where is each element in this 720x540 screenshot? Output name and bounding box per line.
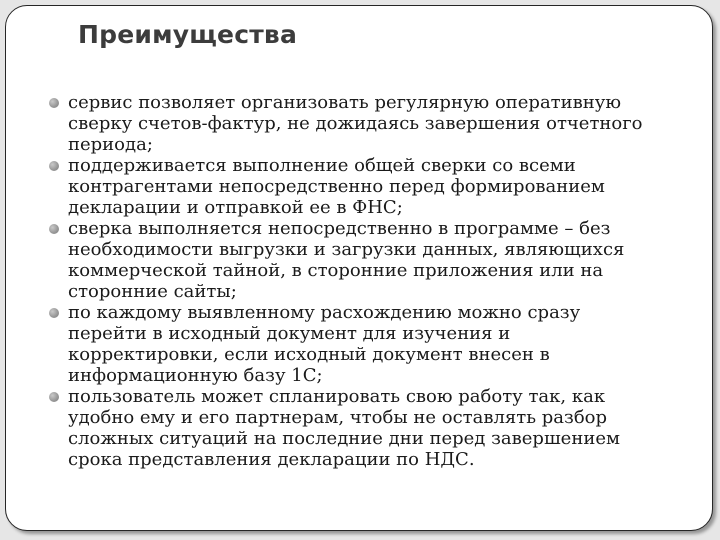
- bullet-text: сервис позволяет организовать регулярную оперативную сверку счетов-фактур, не дожидаясь завершения отчетного периода;: [68, 92, 643, 155]
- bullet-dot-icon: [49, 98, 59, 108]
- slide-title: Преимущества: [78, 20, 298, 49]
- slide: [5, 5, 713, 531]
- bullet-dot-icon: [49, 392, 59, 402]
- bullet-item: [68, 302, 688, 386]
- bullet-list: [68, 92, 688, 470]
- bullet-dot-icon: [49, 161, 59, 171]
- bullet-item: [68, 386, 688, 470]
- bullet-text: сверка выполняется непосредственно в программе – без необходимости выгрузки и загрузки данных, являющихся коммерческой тайной, в сторонние приложения или на сторонние сайты;: [68, 218, 625, 302]
- bullet-item: [68, 155, 688, 218]
- bullet-text: поддерживается выполнение общей сверки со всеми контрагентами непосредственно перед формированием декларации и отправкой ее в ФНС;: [68, 155, 605, 218]
- bullet-item: [68, 92, 688, 155]
- bullet-dot-icon: [49, 224, 59, 234]
- bullet-item: [68, 218, 688, 302]
- bullet-text: по каждому выявленному расхождению можно сразу перейти в исходный документ для изучения и корректировки, если исходный документ внесен в информационную базу 1С;: [68, 302, 581, 386]
- bullet-dot-icon: [49, 308, 59, 318]
- bullet-text: пользователь может спланировать свою работу так, как удобно ему и его партнерам, чтобы не оставлять разбор сложных ситуаций на последние дни перед завершением срока представления декларации по НДС.: [68, 386, 620, 470]
